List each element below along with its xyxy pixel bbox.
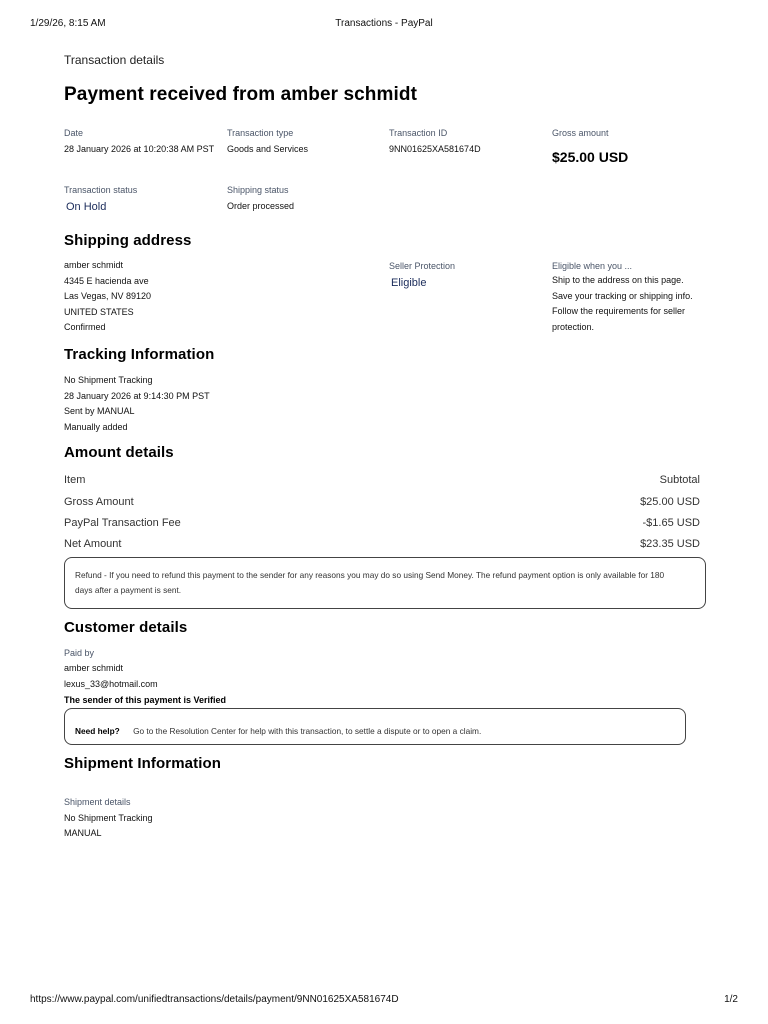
need-help-title: Need help? [75, 726, 120, 736]
subtotal-column-header: Subtotal [659, 474, 700, 486]
transaction-type-label: Transaction type [227, 128, 294, 138]
print-datetime: 1/29/26, 8:15 AM [30, 18, 106, 29]
shipment-line: MANUAL [64, 828, 102, 838]
date-label: Date [64, 128, 84, 138]
status-badge: On Hold [66, 201, 107, 213]
seller-protection-label: Seller Protection [389, 261, 456, 271]
print-page-number: 1/2 [724, 994, 738, 1005]
transaction-type-value: Goods and Services [227, 144, 309, 154]
tracking-block [64, 373, 210, 435]
eligible-requirements [552, 273, 693, 335]
address-confirmed: Confirmed [64, 322, 106, 333]
print-page-title: Transactions - PayPal [335, 18, 433, 29]
requirement-item: Follow the requirements for seller [552, 306, 686, 317]
amount-row-value: $25.00 USD [640, 496, 700, 508]
page-title: Payment received from amber schmidt [64, 84, 418, 105]
amount-row-value: $23.35 USD [640, 538, 700, 550]
amount-row-gross [64, 496, 700, 508]
amount-row-label: Gross Amount [64, 496, 134, 508]
shipment-details-label: Shipment details [64, 797, 131, 807]
address-line: UNITED STATES [64, 306, 134, 317]
transaction-id-label: Transaction ID [389, 128, 448, 138]
breadcrumb[interactable]: Transaction details [64, 53, 165, 67]
tracking-line: No Shipment Tracking [64, 375, 153, 385]
print-header [0, 18, 768, 34]
seller-protection-badge[interactable]: Eligible [391, 277, 427, 289]
tracking-line: Manually added [64, 421, 128, 432]
paid-by-label: Paid by [64, 648, 95, 658]
need-help-box [64, 708, 686, 745]
customer-details-heading: Customer details [64, 619, 188, 636]
refund-note-line: days after a payment is sent. [75, 585, 182, 595]
resolution-center-link[interactable]: Go to the Resolution Center for help with this transaction, to settle a dispute or to open a claim. [133, 726, 482, 736]
requirement-item: Ship to the address on this page. [552, 275, 684, 285]
amount-row-value: -$1.65 USD [642, 517, 700, 529]
tracking-line: 28 January 2026 at 9:14:30 PM PST [64, 390, 210, 401]
amount-row-fee [64, 517, 700, 529]
refund-note-box [64, 557, 706, 609]
customer-email: lexus_33@hotmail.com [64, 679, 158, 689]
address-line: amber schmidt [64, 260, 124, 270]
tracking-heading: Tracking Information [64, 346, 215, 363]
address-line: Las Vegas, NV 89120 [64, 291, 152, 302]
transaction-status-label: Transaction status [64, 185, 138, 195]
gross-amount-label: Gross amount [552, 128, 609, 138]
amount-header-row [64, 474, 700, 486]
eligible-when-label: Eligible when you ... [552, 261, 633, 271]
amount-row-label: Net Amount [64, 538, 122, 550]
print-footer [0, 994, 768, 1010]
shipping-address-heading: Shipping address [64, 232, 192, 249]
amount-row-net [64, 538, 700, 550]
shipment-line: No Shipment Tracking [64, 813, 153, 823]
transaction-id-value: 9NN01625XA581674D [389, 144, 481, 154]
shipping-address-block [64, 258, 151, 336]
tracking-line: Sent by MANUAL [64, 406, 135, 417]
shipping-status-value: Order processed [227, 201, 295, 211]
amount-details-heading: Amount details [64, 444, 174, 461]
print-url: https://www.paypal.com/unifiedtransactions/details/payment/9NN01625XA581674D [30, 994, 399, 1005]
refund-note-line: Refund - If you need to refund this payment to the sender for any reasons you may do so using Send Money. The refund payment option is only available for 180 [75, 570, 665, 580]
customer-name: amber schmidt [64, 663, 124, 673]
amount-row-label: PayPal Transaction Fee [64, 517, 181, 529]
item-column-header: Item [64, 474, 86, 486]
address-line: 4345 E hacienda ave [64, 275, 149, 286]
requirement-item: protection. [552, 321, 595, 332]
shipping-status-label: Shipping status [227, 185, 289, 195]
gross-amount-value: $25.00 USD [552, 149, 629, 165]
date-value: 28 January 2026 at 10:20:38 AM PST [64, 144, 215, 154]
shipment-information-heading: Shipment Information [64, 755, 221, 772]
requirement-item: Save your tracking or shipping info. [552, 290, 693, 301]
verified-note: The sender of this payment is Verified [64, 695, 227, 705]
